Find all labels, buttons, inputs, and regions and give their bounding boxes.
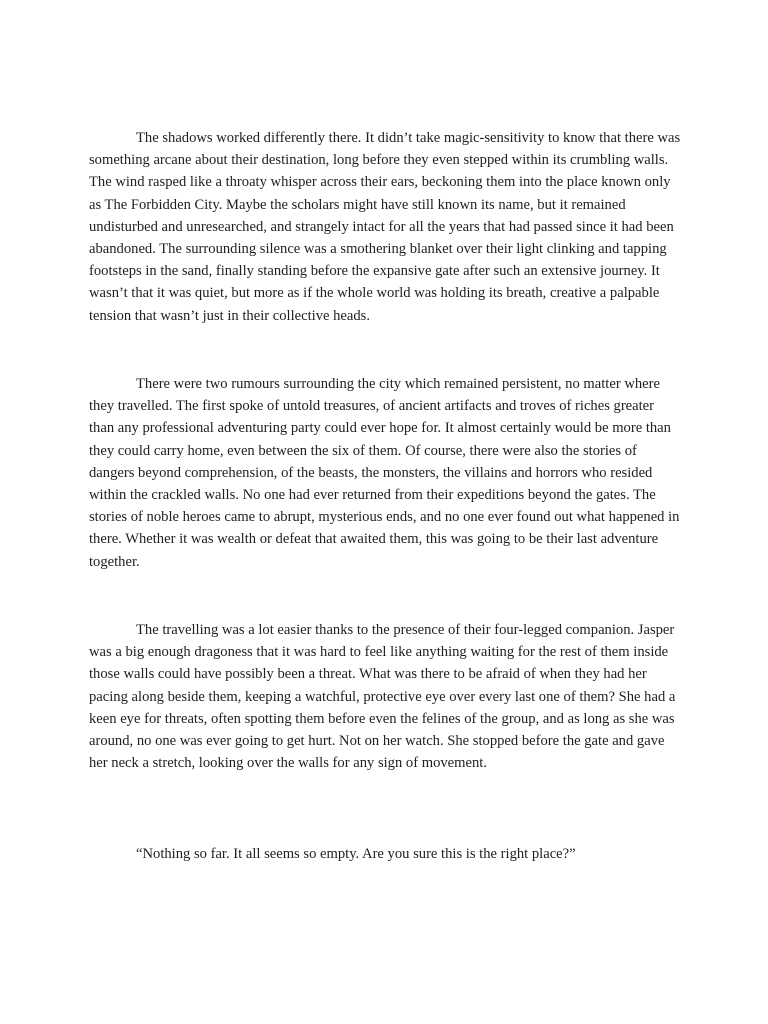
paragraph-4-dialogue: “Nothing so far. It all seems so empty. Are you sure this is the right place?”: [136, 846, 576, 862]
paragraph-2: There were two rumours surrounding the city which remained persistent, no matter where they travelled. The first spoke of untold treasures, of ancient artifacts and troves of riches greater than any professional adventuring party could ever hope for. It almost certainly would be more than they could carry home, even between the six of them. Of course, there were also the stories of dangers beyond comprehension, of the beasts, the monsters, the villains and horrors who resided within the crackled walls. No one had ever returned from their expeditions beyond the gates. The stories of noble heroes came to abrupt, mysterious ends, and no one ever found out what happened in there. Whether it was wealth or defeat that awaited them, this was going to be their last adventure together.: [89, 376, 680, 570]
paragraph-1: The shadows worked differently there. It didn’t take magic-sensitivity to know that there was something arcane about their destination, long before they even stepped within its crumbling walls. The wind rasped like a throaty whisper across their ears, beckoning them into the place known only as The Forbidden City. Maybe the scholars might have still known its name, but it remained undisturbed and unresearched, and strangely intact for all the years that had passed since it had been abandoned. The surrounding silence was a smothering blanket over their light clinking and tapping footsteps in the sand, finally standing before the expansive gate after such an extensive journey. It wasn’t that it was quiet, but more as if the whole world was holding its breath, creative a palpable tension that wasn’t just in their collective heads.: [89, 130, 681, 324]
paragraph-3: The travelling was a lot easier thanks to the presence of their four-legged companion. Jasper was a big enough dragoness that it was hard to feel like anything waiting for the rest of them inside those walls could have possibly been a threat. What was there to be afraid of when they had her pacing along beside them, keeping a watchful, protective eye over every last one of them? She had a keen eye for threats, often spotting them before even the felines of the group, and as long as she was around, no one was ever going to get hurt. Not on her watch. She stopped before the gate and gave her neck a stretch, looking over the walls for any sign of movement.: [89, 622, 676, 772]
